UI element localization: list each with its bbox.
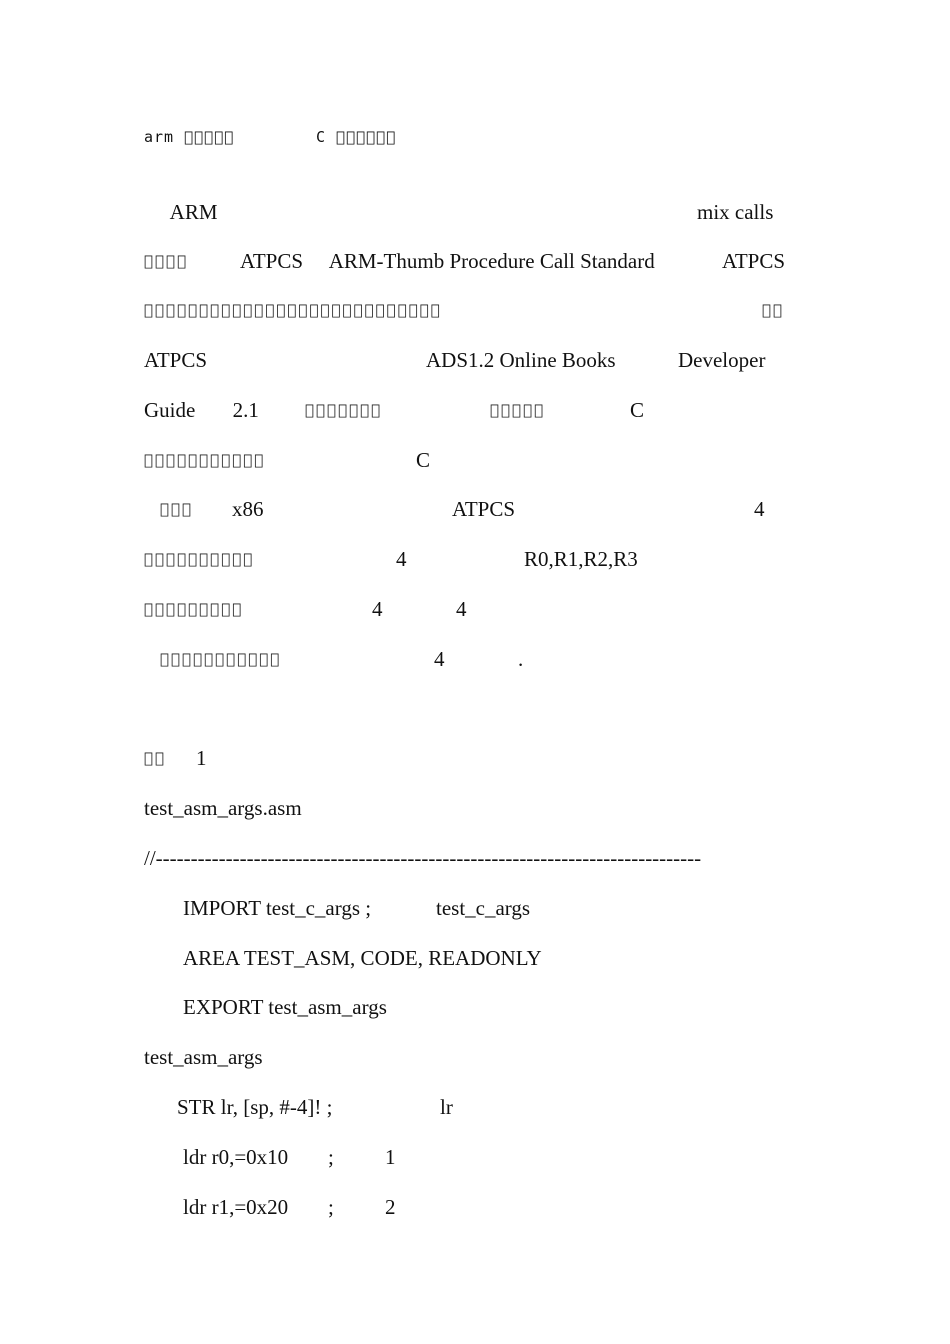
para-line-5a: Guide   2.1    — [144, 398, 297, 422]
code-line-str-operand: lr — [440, 1095, 453, 1119]
para-line-10b: 4     — [434, 647, 499, 671]
para-line-8b: 4     — [396, 547, 472, 571]
para-line-6a:             — [144, 451, 266, 469]
code-line-str: STR lr, [sp, #-4]! ;     — [177, 1095, 398, 1119]
para-line-10c: . — [518, 647, 524, 671]
para-line-9c: 4              — [456, 597, 668, 621]
para-line-3a:                             — [144, 301, 442, 319]
para-line-5b:         — [305, 401, 383, 419]
code-line-ldr-r1-comment: ;   — [328, 1195, 367, 1219]
para-line-7c: ATPCS           — [452, 497, 668, 521]
doc-title-part1: arm       — [144, 128, 235, 146]
para-line-10a:             — [160, 650, 282, 668]
para-line-9b: 4    — [372, 597, 432, 621]
para-line-5d: C        — [630, 398, 748, 422]
para-line-8c: R0,R1,R2,R3        — [524, 547, 742, 571]
example-filename: test_asm_args.asm — [144, 796, 302, 820]
code-line-area: AREA TEST_ASM, CODE, READONLY — [183, 946, 542, 970]
code-line-ldr-r0: ldr r0,=0x10 — [183, 1145, 289, 1169]
code-line-label: test_asm_args — [144, 1045, 263, 1069]
code-line-import: IMPORT test_c_args ;   — [183, 896, 404, 920]
para-line-2c: ATPCS — [722, 249, 786, 273]
code-line-ldr-r0-comment: ;   — [328, 1145, 367, 1169]
para-line-9a:           — [144, 600, 244, 618]
code-line-ldr-r0-value: 1 — [385, 1145, 396, 1169]
code-line-ldr-r1-value: 2 — [385, 1195, 396, 1219]
para-line-3b:    — [762, 301, 785, 319]
code-line-export: EXPORT test_asm_args — [183, 995, 387, 1019]
code-line-import-comment: test_c_args    — [436, 896, 569, 920]
para-line-4c: Developer — [678, 348, 766, 372]
para-line-7a:     — [160, 500, 194, 518]
para-line-7b: x86         — [232, 497, 384, 521]
code-line-ldr-r1: ldr r1,=0x20 — [183, 1195, 289, 1219]
para-line-6b: C        — [416, 448, 534, 472]
para-line-2a:      — [144, 252, 189, 270]
example-label-b: 1  — [196, 746, 223, 770]
para-line-5c:       — [490, 401, 546, 419]
para-line-1b: mix calls  — [697, 200, 790, 224]
code-divider: //------------------------------------------------------------------------------ — [144, 846, 702, 870]
para-line-2b: ATPCS  ARM-Thumb Procedure Call Standard   — [240, 249, 688, 273]
para-line-8a:            — [144, 550, 255, 568]
para-line-4a: ATPCS          — [144, 348, 343, 372]
para-line-1a:   ARM                       — [144, 200, 566, 224]
para-line-7d: 4    — [754, 497, 803, 521]
para-line-4b: ADS1.2 Online Books    — [426, 348, 654, 372]
example-label-a:    — [144, 749, 167, 767]
doc-title-part2: C        — [316, 128, 397, 146]
